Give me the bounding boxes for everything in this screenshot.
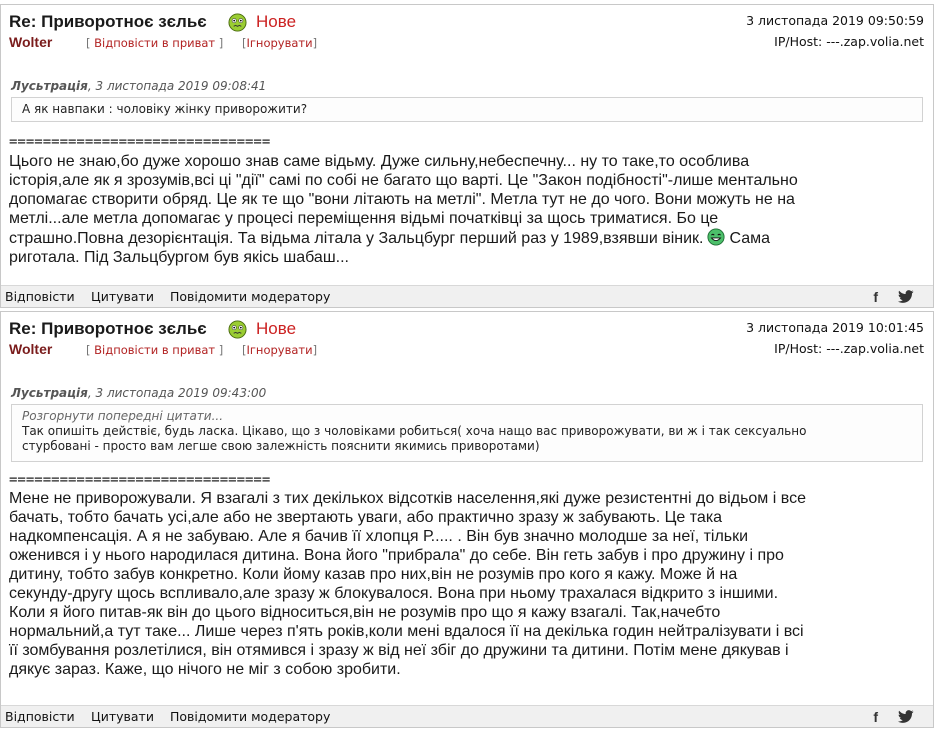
post-header (1, 312, 933, 356)
quote-header: Лусьтрація, 3 листопада 2019 09:08:41 (11, 79, 267, 93)
twitter-icon[interactable] (898, 290, 914, 303)
reply-private-link[interactable]: [ Відповісти в приват ] (86, 343, 224, 357)
reply-private-link[interactable]: [ Відповісти в приват ] (86, 36, 224, 50)
reply-link[interactable]: Відповісти (5, 709, 75, 724)
expand-quotes-link[interactable]: Розгорнути попередні цитати... (22, 409, 224, 423)
body-line: історія,але як я зрозумів,всі ці "дії" самі по собі не багато що варті. Це "Закон подібності"-лише ментально (9, 172, 798, 189)
body-line: допомагає створити обряд. Це як те що "вони літають на метлі". Метла тут не до чого. Вони можуть не на (9, 191, 795, 208)
quote-date: 3 листопада 2019 09:08:41 (95, 79, 267, 93)
post-footer (1, 285, 933, 307)
quote-line: Так опишіть действіє, будь ласка. Цікаво, що з чоловіками робиться( хоча нащо вас приворожувати, ви ж і так сексуально (22, 424, 807, 438)
new-badge: Нове (256, 319, 297, 338)
body-line: риготала. Під Зальцбургом був якісь шабаш... (9, 249, 349, 266)
quote-author: Лусьтрація (11, 386, 88, 400)
body-line: оженився і у нього народилася дитина. Вона його "прибрала" до себе. Він геть забув і про дружину і про (9, 547, 784, 564)
post-body (9, 489, 924, 679)
ignore-link[interactable]: [Ігнорувати] (242, 36, 318, 50)
body-line: дитину, тобто забув конкретно. Коли йому казав про них,він не розумів про кого я кажу. Може й на (9, 566, 738, 583)
quote-link[interactable]: Цитувати (91, 289, 154, 304)
laughing-smiley-icon (707, 228, 725, 246)
separator-line: =============================== (9, 134, 271, 150)
quote-author: Лусьтрація (11, 79, 88, 93)
twitter-icon[interactable] (898, 710, 914, 723)
ignore-link[interactable]: [Ігнорувати] (242, 343, 318, 357)
body-line: страшно.Повна дезорієнтація. Та відьма літала у Зальцбург перший раз у 1989,взявши віник. Сама (9, 230, 771, 247)
quote-date: 3 листопада 2019 09:43:00 (95, 386, 267, 400)
post-ip: IP/Host: ---.zap.volia.net (774, 34, 924, 49)
body-line: Цього не знаю,бо дуже хорошо знав саме відьму. Дуже сильну,небеспечну... ну то таке,то особлива (9, 153, 750, 170)
body-line: метлі...але метла допомагає у процесі переміщення відьмі початківці за щось триматися. Бо це (9, 210, 719, 227)
post-header (1, 5, 933, 49)
post-ip: IP/Host: ---.zap.volia.net (774, 341, 924, 356)
body-line: її зомбування розлетілися, він отямився і зразу ж від неї збіг до дружини та дитини. Потім мене дякував і (9, 642, 789, 659)
post-footer (1, 705, 933, 727)
quote-link[interactable]: Цитувати (91, 709, 154, 724)
quote-line: стурбовані - просто вам легше свою залежність пояснити якимись приворотами) (22, 439, 540, 453)
separator-line: =============================== (9, 472, 271, 488)
report-link[interactable]: Повідомити модератору (170, 709, 331, 724)
post-body (9, 152, 924, 267)
body-line: Коли я його питав-як він до цього відноситься,він не розумів про що я кажу взагалі. Так,начебто (9, 604, 721, 621)
post-author[interactable]: Wolter (9, 34, 53, 50)
reply-link[interactable]: Відповісти (5, 289, 75, 304)
quote-header: Лусьтрація, 3 листопада 2019 09:43:00 (11, 386, 267, 400)
post-title[interactable]: Re: Приворотноє зєльє (9, 319, 207, 338)
forum-post-1 (0, 4, 934, 308)
facebook-icon[interactable]: f (873, 709, 878, 725)
confused-smiley-icon (228, 13, 247, 32)
quote-line: А як навпаки : чоловіку жінку приворожити? (22, 102, 308, 116)
new-badge: Нове (256, 12, 297, 31)
quote-box (11, 97, 923, 122)
post-date: 3 листопада 2019 10:01:45 (746, 320, 924, 335)
body-line: Мене не приворожували. Я взагалі з тих декількох відсотків населення,які дуже резистентні до відьом і все (9, 490, 806, 507)
confused-smiley-icon (228, 320, 247, 339)
body-line: нормальний,а тут таке... Лише через п'ять років,коли мені вдалося її на декілька годин нейтралізувати і всі (9, 623, 804, 640)
post-author[interactable]: Wolter (9, 341, 53, 357)
post-title[interactable]: Re: Приворотноє зєльє (9, 12, 207, 31)
body-line: бачать, тобто бачать усі,але або не звертають уваги, або практично зразу ж забувають. Це така (9, 509, 723, 526)
body-line: надкомпенсація. А я не забуваю. Але я бачив її хлопця Р..... . Він був значно молодше за неї, тільки (9, 528, 749, 545)
body-line: дякує зараз. Каже, що нічого не міг з собою зробити. (9, 661, 401, 678)
body-line: секунду-другу щось вспливало,але зразу ж блокувалося. Вона при ньому трахалася відкрито з іншими. (9, 585, 779, 602)
quote-box (11, 404, 923, 462)
post-date: 3 листопада 2019 09:50:59 (746, 13, 924, 28)
report-link[interactable]: Повідомити модератору (170, 289, 331, 304)
forum-post-2 (0, 311, 934, 728)
facebook-icon[interactable]: f (873, 289, 878, 305)
